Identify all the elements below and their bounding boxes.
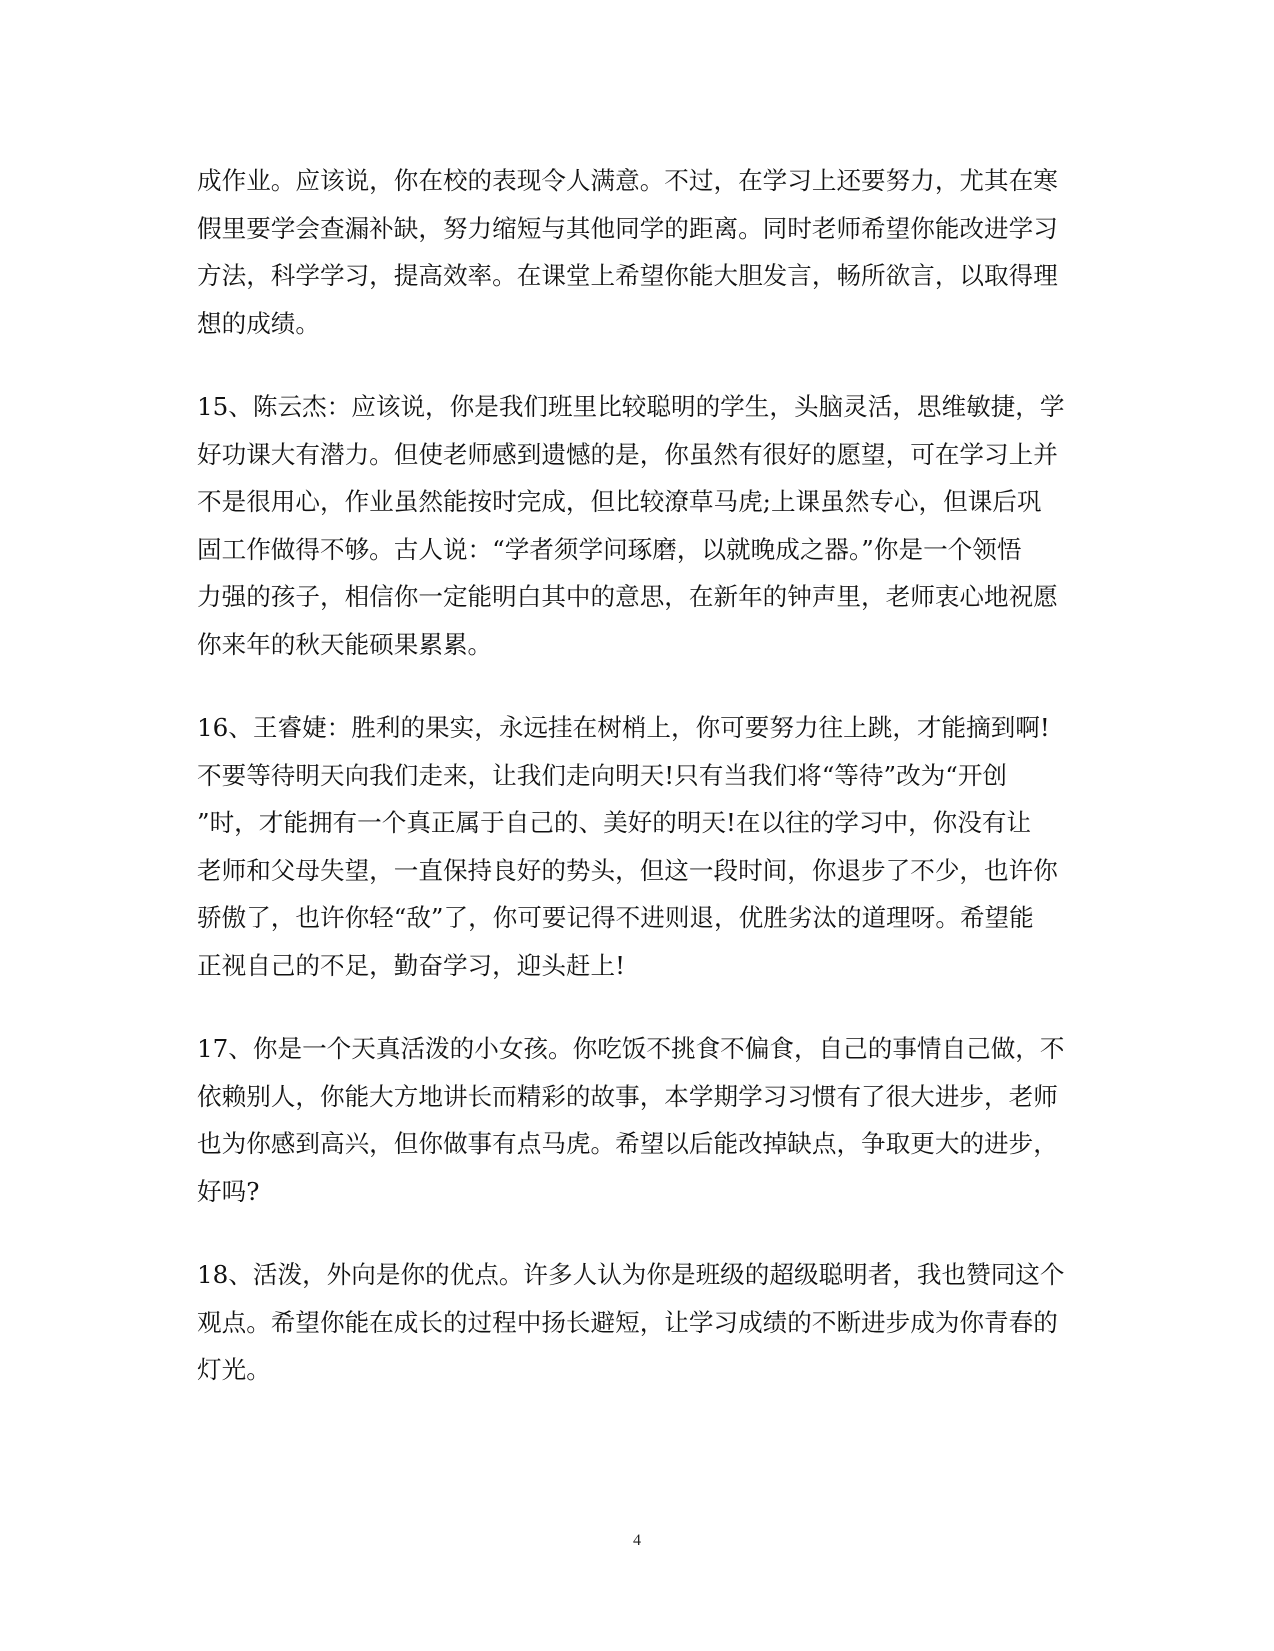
paragraph-line: 正视自己的不足，勤奋学习，迎头赶上!: [197, 951, 625, 980]
paragraph-line: 方法，科学学习，提高效率。在课堂上希望你能大胆发言，畅所欲言，以取得理: [197, 261, 1058, 290]
paragraph-line: 想的成绩。: [197, 309, 320, 338]
paragraph-line: 不是很用心，作业虽然能按时完成，但比较潦草马虎;上课虽然专心，但课后巩: [197, 487, 1042, 516]
paragraph-line: 成作业。应该说，你在校的表现令人满意。不过，在学习上还要努力，尤其在寒: [197, 166, 1058, 195]
paragraph-line: 观点。希望你能在成长的过程中扬长避短，让学习成绩的不断进步成为你青春的: [197, 1308, 1058, 1337]
paragraph-line: ”时，才能拥有一个真正属于自己的、美好的明天!在以往的学习中，你没有让: [197, 808, 1032, 837]
paragraph-line: 18、活泼，外向是你的优点。许多人认为你是班级的超级聪明者，我也赞同这个: [197, 1260, 1065, 1289]
paragraph-line: 17、你是一个天真活泼的小女孩。你吃饭不挑食不偏食，自己的事情自己做，不: [197, 1034, 1065, 1063]
paragraph-line: 灯光。: [197, 1355, 271, 1384]
paragraph-line: 15、陈云杰：应该说，你是我们班里比较聪明的学生，头脑灵活，思维敏捷，学: [197, 392, 1065, 421]
paragraph-line: 你来年的秋天能硕果累累。: [197, 630, 493, 659]
paragraph-line: 16、王睿婕：胜利的果实，永远挂在树梢上，你可要努力往上跳，才能摘到啊!: [197, 713, 1050, 742]
paragraph-line: 不要等待明天向我们走来，让我们走向明天!只有当我们将“等待”改为“开创: [197, 761, 1008, 790]
paragraph-line: 好吗?: [197, 1177, 260, 1206]
paragraph-line: 力强的孩子，相信你一定能明白其中的意思，在新年的钟声里，老师衷心地祝愿: [197, 582, 1058, 611]
paragraph-line: 好功课大有潜力。但使老师感到遗憾的是，你虽然有很好的愿望，可在学习上并: [197, 440, 1058, 469]
paragraph-line: 老师和父母失望，一直保持良好的势头，但这一段时间，你退步了不少，也许你: [197, 856, 1058, 885]
page-number: 4: [633, 1532, 641, 1549]
paragraph-line: 假里要学会查漏补缺，努力缩短与其他同学的距离。同时老师希望你能改进学习: [197, 214, 1058, 243]
paragraph-line: 也为你感到高兴，但你做事有点马虎。希望以后能改掉缺点，争取更大的进步，: [197, 1129, 1058, 1158]
paragraph-line: 固工作做得不够。古人说：“学者须学问琢磨，以就晚成之器。”你是一个领悟: [197, 535, 1022, 564]
paragraph-line: 骄傲了，也许你轻“敌”了，你可要记得不进则退，优胜劣汰的道理呀。希望能: [197, 903, 1034, 932]
paragraph-line: 依赖别人，你能大方地讲长而精彩的故事，本学期学习习惯有了很大进步，老师: [197, 1082, 1058, 1111]
